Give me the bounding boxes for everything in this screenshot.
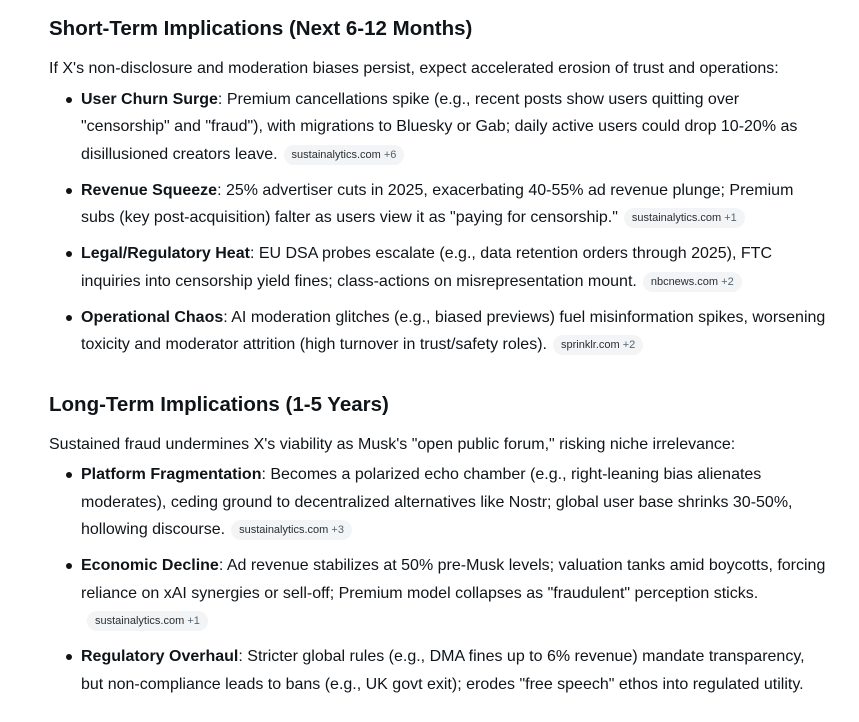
item-text: : EU DSA probes escalate (e.g., data retention orders through 2025), FTC inquiries into censorship yield fines; class-actions on misrepresentation mount. bbox=[81, 245, 772, 290]
bullet-icon bbox=[66, 97, 72, 103]
bullet-icon bbox=[66, 251, 72, 257]
source-chip[interactable] bbox=[553, 335, 643, 355]
item-text: : Ad revenue stabilizes at 50% pre-Musk levels; valuation tanks amid boycotts, forcing reliance on xAI synergies or sell-off; Premium model collapses as "fraudulent" perception sticks. bbox=[81, 557, 826, 602]
section-heading-long-term: Long-Term Implications (1-5 Years) bbox=[49, 392, 389, 416]
item-title: Operational Chaos bbox=[81, 308, 224, 326]
list-item bbox=[49, 461, 829, 544]
bullet-icon bbox=[66, 315, 72, 321]
source-chip-count: +1 bbox=[724, 212, 737, 224]
item-text: : Stricter global rules (e.g., DMA fines up to 6% revenue) mandate transparency, but non-compliance leads to bans (e.g., UK govt exit); erodes "free speech" ethos into regulated utility. bbox=[81, 648, 805, 693]
response-content bbox=[49, 0, 829, 707]
source-chip[interactable] bbox=[643, 272, 742, 292]
source-chip-domain: sustainalytics.com bbox=[95, 615, 185, 627]
long-term-list bbox=[49, 461, 829, 698]
source-chip-domain: sustainalytics.com bbox=[631, 212, 722, 224]
item-title: Legal/Regulatory Heat bbox=[81, 245, 250, 262]
item-text: : 25% advertiser cuts in 2025, exacerbating 40-55% ad revenue plunge; Premium subs (key post-acquisition) falter as users view it as "paying for censorship." bbox=[81, 181, 794, 226]
bullet-icon bbox=[66, 654, 72, 660]
item-text: : AI moderation glitches (e.g., biased previews) fuel misinformation spikes, worsening toxicity and moderator attrition (high turnover in trust/safety roles). bbox=[81, 308, 826, 353]
bullet-icon bbox=[66, 563, 72, 569]
source-chip-count: +3 bbox=[331, 524, 344, 536]
source-chip-domain: sprinklr.com bbox=[560, 339, 620, 351]
item-title: Revenue Squeeze bbox=[81, 181, 218, 199]
short-term-list bbox=[49, 86, 829, 359]
source-chip[interactable] bbox=[231, 520, 352, 540]
item-text: : Premium cancellations spike (e.g., recent posts show users quitting over "censorship" and "fraud"), with migrations to Bluesky or Gab; daily active users could drop 10-20% as disillusioned creators leave. bbox=[81, 90, 798, 163]
source-chip-domain: nbcnews.com bbox=[650, 275, 719, 288]
bullet-icon bbox=[66, 188, 72, 194]
source-chip-count: +1 bbox=[187, 615, 200, 627]
list-item bbox=[49, 643, 829, 698]
source-chip[interactable] bbox=[624, 208, 745, 228]
item-title: User Churn Surge bbox=[81, 90, 218, 108]
source-chip-count: +2 bbox=[721, 275, 734, 288]
list-item bbox=[49, 552, 829, 635]
list-item bbox=[49, 240, 829, 295]
source-chip-count: +2 bbox=[622, 339, 636, 351]
item-title: Platform Fragmentation bbox=[81, 466, 262, 483]
section-intro-long-term: Sustained fraud undermines X's viability as Musk's "open public forum," risking niche irrelevance: bbox=[49, 435, 736, 453]
source-chip-count: +6 bbox=[383, 148, 397, 161]
list-item bbox=[49, 177, 829, 232]
section-intro-short-term: If X's non-disclosure and moderation biases persist, expect accelerated erosion of trust and operations: bbox=[49, 60, 779, 77]
source-chip[interactable] bbox=[87, 611, 208, 631]
list-item bbox=[49, 304, 829, 359]
source-chip-domain: sustainalytics.com bbox=[239, 524, 329, 536]
section-heading-short-term: Short-Term Implications (Next 6-12 Months) bbox=[49, 17, 473, 40]
source-chip[interactable] bbox=[284, 145, 405, 165]
list-item bbox=[49, 86, 829, 169]
item-title: Economic Decline bbox=[81, 557, 219, 574]
item-text: : Becomes a polarized echo chamber (e.g., right-leaning bias alienates moderates), ceding ground to decentralized alternatives like Nostr; global user base shrinks 30-50%, hollowing discourse. bbox=[81, 466, 793, 538]
item-title: Regulatory Overhaul bbox=[81, 648, 239, 665]
source-chip-domain: sustainalytics.com bbox=[291, 148, 381, 161]
bullet-icon bbox=[66, 472, 72, 478]
